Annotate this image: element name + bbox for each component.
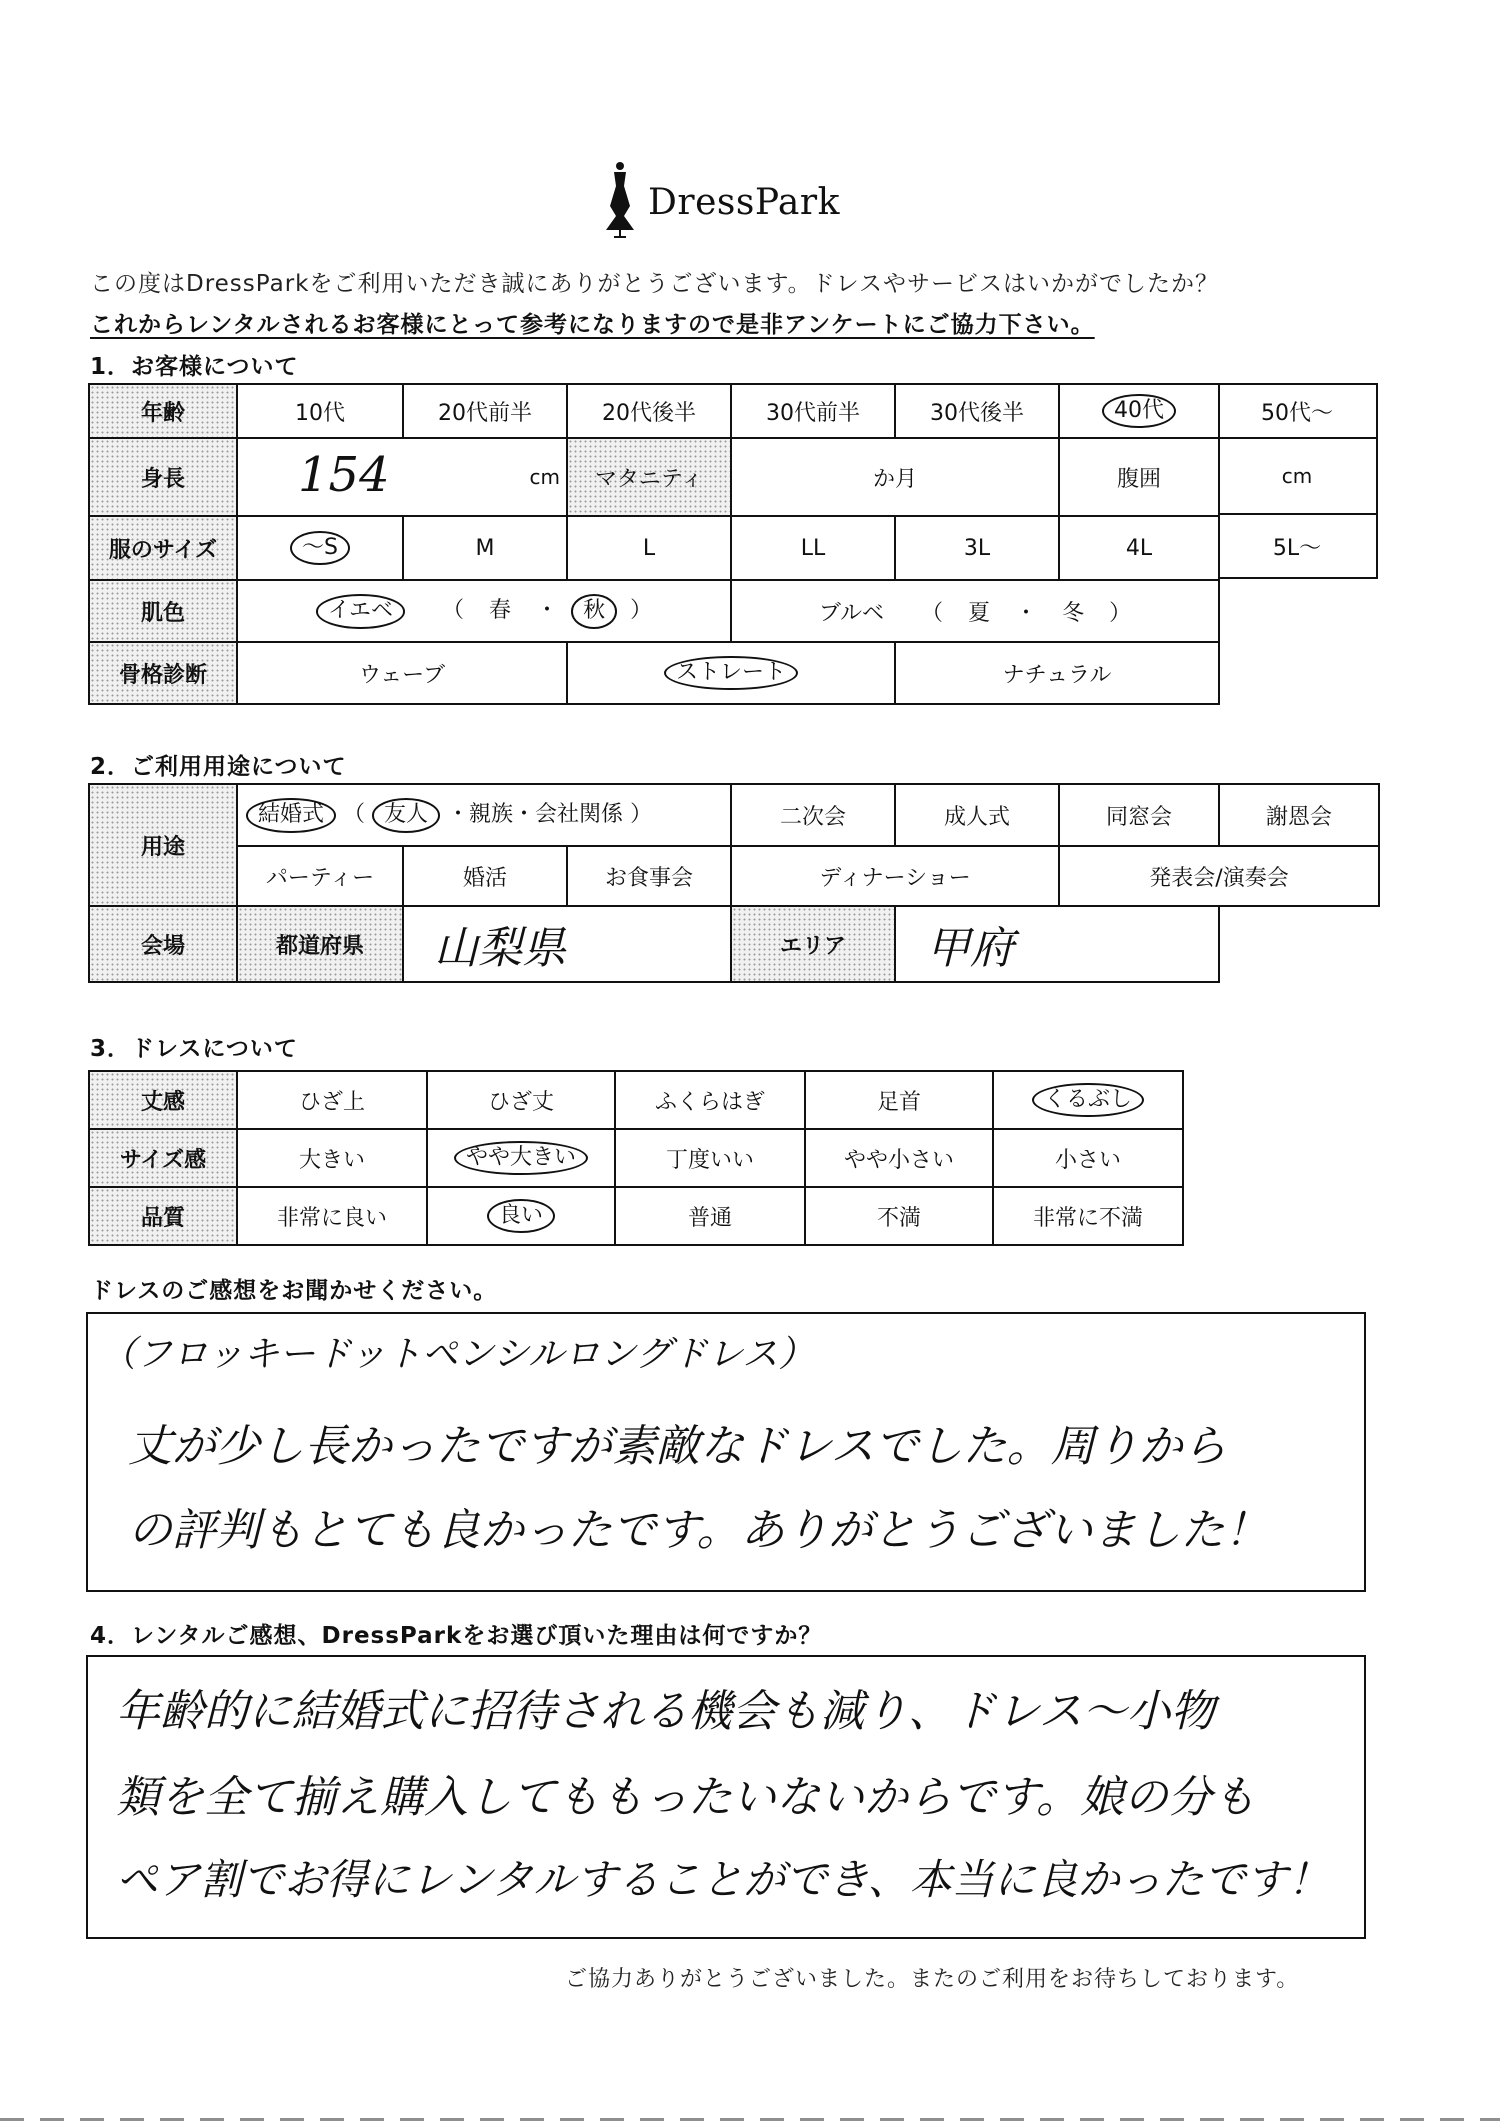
paren-open: （ <box>343 802 366 828</box>
quality-label: 品質 <box>89 1187 237 1245</box>
selection-circle: くるぶし <box>1032 1083 1144 1117</box>
height-label: 身長 <box>89 438 237 516</box>
length-option[interactable]: ふくらはぎ <box>615 1071 805 1129</box>
selection-circle: 良い <box>487 1199 555 1233</box>
length-row <box>89 1071 1183 1129</box>
season-winter: 冬 <box>1062 600 1085 626</box>
skin-label: 肌色 <box>89 580 237 642</box>
quality-option[interactable]: 不満 <box>805 1187 993 1245</box>
venue-blank <box>1219 906 1379 982</box>
fit-option[interactable]: 小さい <box>993 1129 1183 1187</box>
length-option-selected[interactable] <box>993 1071 1183 1129</box>
skin-row <box>89 580 1219 642</box>
fit-option[interactable]: 大きい <box>237 1129 427 1187</box>
area-field[interactable] <box>895 906 1219 982</box>
age-option-selected[interactable] <box>1059 384 1219 438</box>
selection-circle: ストレート <box>664 656 798 690</box>
size-row <box>89 516 1219 580</box>
selection-circle: 40代 <box>1102 394 1176 428</box>
size-option[interactable]: 3L <box>895 516 1059 580</box>
reason-line: 年齢的に結婚式に招待される機会も減り、ドレス～小物 <box>116 1686 1215 1737</box>
skin-yellow-option[interactable] <box>237 580 731 642</box>
section3-title: 3．ドレスについて <box>90 1036 298 1062</box>
fit-option[interactable]: 丁度いい <box>615 1129 805 1187</box>
skeleton-label: 骨格診断 <box>89 642 237 704</box>
quality-row <box>89 1187 1183 1245</box>
venue-row <box>89 906 1379 982</box>
age-option[interactable]: 30代後半 <box>895 384 1059 438</box>
size-option[interactable]: M <box>403 516 567 580</box>
quality-option[interactable]: 非常に不満 <box>993 1187 1183 1245</box>
height-value: 154 <box>298 447 390 503</box>
length-option[interactable]: ひざ上 <box>237 1071 427 1129</box>
purpose-option[interactable]: 謝恩会 <box>1219 784 1379 846</box>
season-spring: 春 <box>489 598 512 624</box>
friend-selected: 友人 <box>372 798 440 832</box>
quality-option[interactable]: 非常に良い <box>237 1187 427 1245</box>
waist-label: 腹囲 <box>1059 438 1219 516</box>
purpose-row-2 <box>89 846 1379 906</box>
height-unit: cm <box>529 465 560 489</box>
season-autumn-selected: 秋 <box>571 594 617 628</box>
selection-circle: やや大きい <box>454 1141 588 1175</box>
size-option[interactable]: LL <box>731 516 895 580</box>
age-option[interactable]: 50代～ <box>1218 383 1378 439</box>
size-option[interactable]: 4L <box>1059 516 1219 580</box>
other-relations: ・親族・会社関係 <box>447 802 624 828</box>
prefecture-value: 山梨県 <box>434 923 566 974</box>
impressions-line: 丈が少し長かったですが素敵なドレスでした。周りから <box>128 1421 1227 1472</box>
venue-label: 会場 <box>89 906 237 982</box>
skeleton-option[interactable]: ウェーブ <box>237 642 567 704</box>
maternity-label: マタニティ <box>567 438 731 516</box>
purpose-row-1 <box>89 784 1379 846</box>
dress-table <box>88 1070 1184 1246</box>
fit-option-selected[interactable] <box>427 1129 615 1187</box>
dress-icon <box>600 160 640 238</box>
prefecture-label: 都道府県 <box>237 906 403 982</box>
separator: ・ <box>536 598 559 624</box>
wedding-selected: 結婚式 <box>246 798 336 832</box>
length-option[interactable]: ひざ丈 <box>427 1071 615 1129</box>
intro-request: これからレンタルされるお客様にとって参考になりますので是非アンケートにご協力下さい。 <box>90 312 1095 338</box>
section2-title: 2．ご利用用途について <box>90 754 347 780</box>
fit-label: サイズ感 <box>89 1129 237 1187</box>
fit-row <box>89 1129 1183 1187</box>
age-label: 年齢 <box>89 384 237 438</box>
fit-option[interactable]: やや小さい <box>805 1129 993 1187</box>
maternity-months[interactable]: か月 <box>731 438 1059 516</box>
scan-edge-artifact <box>0 2118 1500 2121</box>
skeleton-row <box>89 642 1219 704</box>
brand-name: DressPark <box>648 182 840 223</box>
size-option[interactable]: L <box>567 516 731 580</box>
impressions-prompt: ドレスのご感想をお聞かせください。 <box>90 1278 498 1304</box>
purpose-option[interactable]: 発表会/演奏会 <box>1059 846 1379 906</box>
impressions-line: の評判もとても良かったです。ありがとうございました！ <box>128 1505 1269 1556</box>
reason-line: ペア割でお得にレンタルすることができ、本当に良かったです！ <box>116 1855 1330 1904</box>
quality-option[interactable]: 普通 <box>615 1187 805 1245</box>
skeleton-option[interactable]: ナチュラル <box>895 642 1219 704</box>
length-option[interactable]: 足首 <box>805 1071 993 1129</box>
age-option[interactable]: 20代後半 <box>567 384 731 438</box>
intro-text: この度はDressParkをご利用いただき誠にありがとうございます。ドレスやサービスはいかがでしたか？ <box>90 271 1219 297</box>
closing-message: ご協力ありがとうございました。またのご利用をお待ちしております。 <box>565 1967 1300 1992</box>
age-option[interactable]: 20代前半 <box>403 384 567 438</box>
reason-line: 類を全て揃え購入してももったいないからです。娘の分も <box>116 1772 1257 1823</box>
size-option[interactable]: 5L～ <box>1218 513 1378 579</box>
selection-circle: イエベ <box>316 594 405 628</box>
skin-blue-option[interactable] <box>731 580 1219 642</box>
impressions-line: （フロッキードットペンシルロングドレス） <box>100 1334 815 1375</box>
reason-box[interactable] <box>86 1655 1366 1939</box>
paren-open: （ <box>442 598 465 624</box>
purpose-option[interactable]: 婚活 <box>403 846 567 906</box>
paren-close: ） <box>630 802 653 828</box>
paren-close: ） <box>630 598 653 624</box>
section4-title: 4．レンタルご感想、DressParkをお選び頂いた理由は何ですか？ <box>90 1623 823 1649</box>
selection-circle: ～S <box>290 531 350 565</box>
size-label: 服のサイズ <box>89 516 237 580</box>
purpose-option[interactable]: 同窓会 <box>1059 784 1219 846</box>
paren-close: ） <box>1109 600 1132 626</box>
skin-blue-label: ブルベ <box>818 600 885 626</box>
age-option[interactable]: 10代 <box>237 384 403 438</box>
dresspark-logo <box>600 160 900 240</box>
section1-title: 1．お客様について <box>90 354 299 380</box>
area-value: 甲府 <box>926 923 1015 974</box>
age-option[interactable]: 30代前半 <box>731 384 895 438</box>
wedding-option[interactable] <box>237 784 731 846</box>
purpose-option[interactable]: ディナーショー <box>731 846 1059 906</box>
size-option-selected[interactable] <box>237 516 403 580</box>
height-field[interactable] <box>237 438 567 516</box>
impressions-box[interactable] <box>86 1312 1366 1592</box>
season-summer: 夏 <box>968 600 991 626</box>
height-row <box>89 438 1219 516</box>
purpose-option[interactable]: パーティー <box>237 846 403 906</box>
waist-field[interactable] <box>1218 437 1378 515</box>
age-row <box>89 384 1219 438</box>
area-label: エリア <box>731 906 895 982</box>
customer-table <box>88 383 1220 705</box>
purpose-table <box>88 783 1380 983</box>
purpose-label: 用途 <box>89 784 237 906</box>
skeleton-option-selected[interactable] <box>567 642 895 704</box>
separator: ・ <box>1015 600 1038 626</box>
purpose-option[interactable]: 成人式 <box>895 784 1059 846</box>
length-label: 丈感 <box>89 1071 237 1129</box>
prefecture-field[interactable] <box>403 906 731 982</box>
quality-option-selected[interactable] <box>427 1187 615 1245</box>
purpose-option[interactable]: 二次会 <box>731 784 895 846</box>
paren-open: （ <box>921 600 944 626</box>
purpose-option[interactable]: お食事会 <box>567 846 731 906</box>
waist-unit: cm <box>1281 464 1313 488</box>
